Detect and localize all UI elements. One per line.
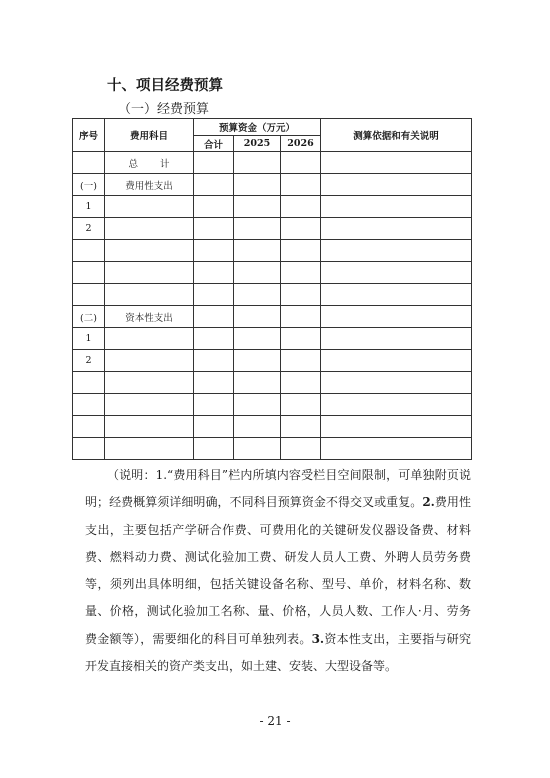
header-subject: 费用科目 (105, 119, 194, 152)
table-row (73, 240, 472, 262)
table-row (73, 284, 472, 306)
page-number: - 21 - (259, 714, 291, 728)
group2-label: 资本性支出 (105, 306, 194, 328)
header-basis: 测算依据和有关说明 (321, 119, 472, 152)
group1-item-seq: 2 (73, 218, 105, 240)
budget-table (72, 118, 472, 460)
table-row (73, 328, 472, 350)
header-year-2026: 2026 (281, 136, 321, 152)
note-part3: 资本性支出，主要指与研究开发直接相关的资产类支出，如土建、安装、大型设备等。 (85, 631, 471, 674)
header-year-2025: 2025 (234, 136, 281, 152)
table-row (73, 218, 472, 240)
table-row-total (73, 152, 472, 174)
header-total: 合计 (194, 136, 234, 152)
budget-note (85, 462, 471, 680)
header-seq: 序号 (73, 119, 105, 152)
total-label: 总 计 (105, 152, 194, 174)
group1-seq: (一) (73, 174, 105, 196)
table-row (73, 196, 472, 218)
group2-item-seq: 2 (73, 350, 105, 372)
note-part1: （说明：1.“费用科目”栏内所填内容受栏目空间限制，可单独附页说明；经费概算须详细明确，不同科目预算资金不得交叉或重复。 (85, 468, 471, 510)
section-heading: 十、项目经费预算 (107, 78, 223, 94)
group1-label: 费用性支出 (105, 174, 194, 196)
header-funds: 预算资金（万元） (194, 119, 321, 136)
table-row (73, 350, 472, 372)
subsection-heading: （一）经费预算 (118, 102, 210, 117)
note-part2: 费用性支出，主要包括产学研合作费、可费用化的关键研发仪器设备费、材料费、燃料动力费、测试化验加工费、研发人员人工费、外聘人员劳务费等，须列出具体明细，包括关键设备名称、型号、单价，材料名称、数量、价格，测试化验加工名称、量、价格，人员人数、工作人·月、劳务费金额等），需要细化的科目可单独列表。 (85, 495, 471, 646)
table-row (73, 262, 472, 284)
table-row (73, 394, 472, 416)
table-row (73, 438, 472, 460)
table-header-row (73, 119, 472, 136)
group1-item-seq: 1 (73, 196, 105, 218)
note-part3-number: 3. (311, 631, 325, 646)
table-row-group1 (73, 174, 472, 196)
note-part2-number: 2. (422, 495, 435, 510)
group2-item-seq: 1 (73, 328, 105, 350)
table-row (73, 372, 472, 394)
group2-seq: (二) (73, 306, 105, 328)
table-row (73, 416, 472, 438)
table-row-group2 (73, 306, 472, 328)
